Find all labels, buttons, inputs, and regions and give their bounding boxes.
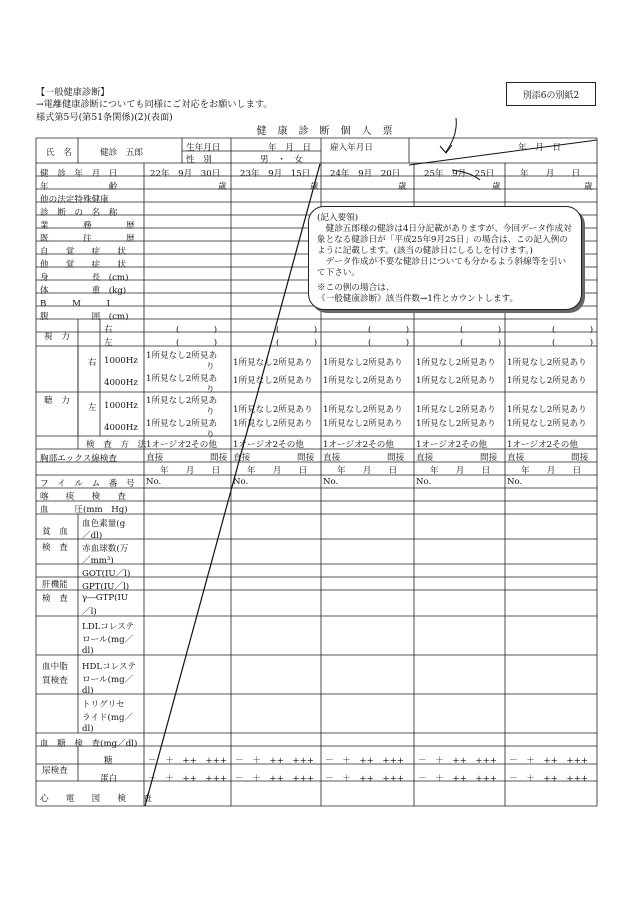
xray-direct: 直接 [507, 453, 525, 463]
xray-direct: 直接 [323, 453, 341, 463]
section-heading: 【一般健康診断】 [36, 87, 110, 98]
row-label-medical-history: 既 往 歴 [40, 234, 135, 244]
attachment-badge: 別添6の別紙2 [506, 82, 596, 106]
vision-right-value: ( ) [552, 325, 594, 335]
age-unit: 歳 [310, 182, 319, 192]
liver-label-1: 肝機能 [42, 580, 68, 590]
hearing-method-value: 1オージオ2その他 [507, 440, 578, 450]
callout-heading: (記入要領) [317, 213, 359, 223]
xray-date: 年 月 日 [430, 466, 491, 476]
hearing-right-1000: 1000Hz [104, 356, 138, 366]
hearing-r1000-value: 1所見なし2所見あり [233, 358, 313, 368]
glucose-label: 血 糖 検 査(mg／dl) [40, 739, 138, 749]
urine-protein-scale: － ＋ ++ +++ [235, 774, 314, 784]
row-label-subjective: 自 覚 症 状 [40, 247, 126, 257]
hearing-r4000-value: 1所見なし2所見あ [146, 374, 218, 384]
film-number-value: No. [323, 477, 339, 487]
urine-protein-label: 蛋白 [100, 774, 118, 784]
xray-date: 年 月 日 [337, 466, 398, 476]
callout-note-2: 《一般健康診断》該当件数→1件とカウントします。 [317, 294, 519, 304]
hearing-l1000-value: 1所見なし2所見あり [233, 405, 313, 415]
age-unit: 歳 [492, 182, 501, 192]
hearing-left-1000: 1000Hz [104, 401, 138, 411]
row-label-exam-name: 診 断 の 名 称 [40, 208, 118, 218]
exam-date-5: 年 月 日 [520, 169, 581, 179]
exam-date-3: 24年 9月 20日 [330, 169, 401, 179]
ldl-label-2: ロール(mg／ [82, 635, 134, 645]
hearing-r4000-value: 1所見なし2所見あり [416, 376, 496, 386]
hire-value: 年 月 日 [518, 143, 561, 153]
urine-sugar-scale: － ＋ ++ +++ [418, 756, 497, 766]
row-label-height: 身 長 (cm) [40, 273, 129, 283]
tg-label-1: トリグリセ [82, 700, 125, 710]
urine-protein-scale: － ＋ ++ +++ [418, 774, 497, 784]
film-number-value: No. [507, 477, 523, 487]
vision-label: 視 力 [44, 332, 70, 342]
hearing-left: 左 [88, 403, 97, 413]
xray-direct: 直接 [416, 453, 434, 463]
callout-note-1: ※この例の場合は、 [317, 283, 395, 293]
hearing-l4000-value: 1所見なし2所見あり [233, 419, 313, 429]
hearing-l1000-value: 1所見なし2所見あり [507, 405, 587, 415]
ldl-label-3: dl) [82, 646, 94, 656]
vision-left-value: ( ) [276, 338, 318, 348]
hearing-method-label: 検 査 方 法 [86, 440, 147, 450]
vision-left-value: ( ) [176, 338, 218, 348]
dob-value: 年 月 日 [268, 143, 311, 153]
hearing-l4000-value: 1所見なし2所見あり [323, 419, 403, 429]
row-label-special-exam: 他の法定特殊健康 [40, 195, 109, 205]
rbc-label-2: ／mm³) [82, 556, 114, 566]
vision-right-value: ( ) [276, 325, 318, 335]
urine-label: 尿検査 [42, 766, 68, 776]
row-label-work-history: 業 務 歴 [40, 221, 135, 231]
xray-indirect: 間接 [480, 453, 498, 463]
vision-left-value: ( ) [460, 338, 502, 348]
ecg-label: 心 電 図 検 査 [40, 794, 152, 804]
vision-left-value: ( ) [552, 338, 594, 348]
lipid-label-2: 質検査 [42, 676, 68, 686]
form-number: 様式第5号(第51条関係)(2)(表面) [36, 112, 173, 123]
hearing-r1000-value: 1所見なし2所見あり [416, 358, 496, 368]
anemia-label-1: 貧 血 [42, 527, 68, 537]
hearing-r4000-value: 1所見なし2所見あり [507, 376, 587, 386]
callout-body: 健診五郎様の健診は4日分記載がありますが、今回データ作成対象となる健診日が「平成25年9月25日」の場合は、この記入例のように記載します。(該当の健診日にしるしを付けます。) データ作成が不要な健診日についても分かるよう斜線等を引いて下さい。 [317, 224, 572, 278]
xray-date: 年 月 日 [247, 466, 308, 476]
hearing-l1000-value: 1所見なし2所見あ [146, 396, 218, 406]
hire-date-slash [409, 140, 597, 165]
vision-left: 左 [104, 338, 113, 348]
hearing-r4000-value: 1所見なし2所見あり [323, 376, 403, 386]
hearing-r4000-value: り [206, 385, 215, 395]
xray-indirect: 間接 [387, 453, 405, 463]
hearing-l4000-value: 1所見なし2所見あり [507, 419, 587, 429]
urine-sugar-scale: － ＋ ++ +++ [148, 756, 227, 766]
rbc-label-1: 赤血球数(万 [82, 544, 129, 554]
hdl-label-3: dl) [82, 686, 94, 696]
hearing-r1000-value: り [206, 362, 215, 372]
exam-date-2: 23年 9月 15日 [240, 169, 311, 179]
age-unit: 歳 [584, 182, 593, 192]
dob-label: 生年月日 [186, 143, 221, 153]
film-number-label: フ イ ル ム 番 号 [40, 479, 135, 489]
tg-label-3: dl) [82, 724, 94, 734]
ldl-label-1: LDLコレステ [82, 622, 135, 632]
gpt-label: GPT(IU／l) [82, 582, 130, 592]
got-label: GOT(IU／l) [82, 569, 131, 579]
page-title: 健康診断個人票 [256, 126, 404, 137]
hearing-r1000-value: 1所見なし2所見あり [507, 358, 587, 368]
ggt-label-2: ／l) [82, 607, 97, 617]
urine-sugar-scale: － ＋ ++ +++ [325, 756, 404, 766]
hearing-r1000-value: 1所見なし2所見あり [323, 358, 403, 368]
row-label-objective: 他 覚 症 状 [40, 260, 126, 270]
instruction-callout [308, 206, 582, 310]
tg-label-2: ライド(mg／ [82, 713, 134, 723]
sex-value: 男 ・ 女 [260, 155, 303, 165]
row-label-weight: 体 重 (kg) [40, 286, 127, 296]
xray-indirect: 間接 [297, 453, 315, 463]
hearing-r4000-value: 1所見なし2所見あり [233, 376, 313, 386]
film-number-value: No. [146, 477, 162, 487]
exam-date-1: 22年 9月 30日 [150, 169, 221, 179]
anemia-label-2: 検 査 [42, 543, 68, 553]
hearing-method-value: 1オージオ2その他 [233, 440, 304, 450]
hearing-label: 聴 力 [44, 396, 70, 406]
urine-protein-scale: － ＋ ++ +++ [325, 774, 404, 784]
row-label-bmi: B M I [40, 299, 111, 309]
age-unit: 歳 [398, 182, 407, 192]
xray-label: 胸部エックス線検査 [40, 454, 118, 464]
header-note: →電離健康診断についても同様にご対応をお願いします。 [36, 99, 273, 110]
hemoglobin-label-2: ／dl) [82, 531, 103, 541]
hearing-method-value: 1オージオ2その他 [416, 440, 487, 450]
hearing-l4000-value: 1所見なし2所見あり [416, 419, 496, 429]
ggt-label-1: γ―GTP(IU [82, 593, 129, 603]
hearing-l1000-value: 1所見なし2所見あり [416, 405, 496, 415]
urine-sugar-label: 糖 [104, 756, 113, 766]
urine-protein-scale: － ＋ ++ +++ [509, 774, 588, 784]
age-label: 年 齢 [40, 182, 118, 192]
sex-label: 性 別 [186, 155, 212, 165]
hearing-r1000-value: 1所見なし2所見あ [146, 351, 218, 361]
hearing-method-value: 1オージオ2その他 [323, 440, 394, 450]
hearing-right-4000: 4000Hz [104, 378, 138, 388]
blood-pressure-label: 血 圧(mm Hg) [40, 505, 128, 515]
lipid-label-1: 血中脂 [42, 662, 68, 672]
vision-right-value: ( ) [368, 325, 410, 335]
hearing-l4000-value: り [206, 430, 215, 440]
age-unit: 歳 [218, 182, 227, 192]
hemoglobin-label-1: 血色素量(g [82, 519, 126, 529]
hearing-l1000-value: 1所見なし2所見あり [323, 405, 403, 415]
film-number-value: No. [233, 477, 249, 487]
hearing-right: 右 [88, 358, 97, 368]
xray-date: 年 月 日 [160, 466, 221, 476]
xray-direct: 直接 [146, 453, 164, 463]
film-number-value: No. [416, 477, 432, 487]
hire-label: 雇入年月日 [330, 143, 373, 153]
hdl-label-2: ロール(mg／ [82, 675, 134, 685]
xray-indirect: 間接 [210, 453, 228, 463]
vision-right-value: ( ) [176, 325, 218, 335]
exam-date-4: 25年 9月 25日 [424, 169, 495, 179]
hdl-label-1: HDLコレステ [82, 662, 137, 672]
urine-sugar-scale: － ＋ ++ +++ [235, 756, 314, 766]
name-label: 氏 名 [46, 148, 72, 158]
name-value: 健診 五郎 [100, 148, 143, 158]
urine-protein-scale: － ＋ ++ +++ [148, 774, 227, 784]
hearing-l1000-value: り [206, 407, 215, 417]
liver-label-2: 検 査 [42, 594, 68, 604]
row-label-waist: 腹 囲 (cm) [40, 312, 129, 322]
xray-date: 年 月 日 [521, 466, 582, 476]
xray-direct: 直接 [233, 453, 251, 463]
vision-right-value: ( ) [460, 325, 502, 335]
xray-indirect: 間接 [571, 453, 589, 463]
urine-sugar-scale: － ＋ ++ +++ [509, 756, 588, 766]
vision-right: 右 [104, 325, 113, 335]
vision-left-value: ( ) [368, 338, 410, 348]
hearing-left-4000: 4000Hz [104, 423, 138, 433]
hearing-method-value: 1オージオ2その他 [146, 440, 217, 450]
sputum-label: 喀 痰 検 査 [40, 492, 126, 502]
exam-date-label: 健 診 年 月 日 [40, 169, 118, 179]
hearing-l4000-value: 1所見なし2所見あ [146, 419, 218, 429]
